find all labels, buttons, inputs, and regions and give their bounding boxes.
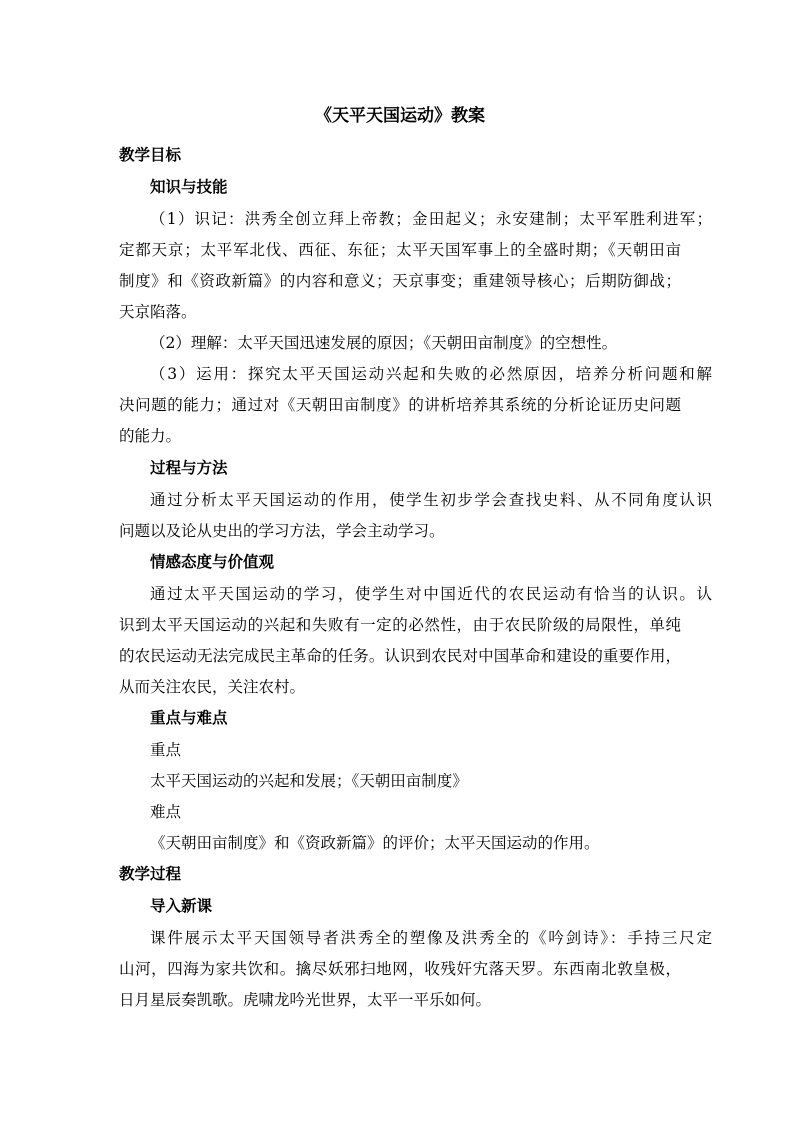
paragraph-line: 问题以及论从史出的学习方法，学会主动学习。 bbox=[119, 522, 445, 540]
paragraph-line: 识到太平天国运动的兴起和失败有一定的必然性，由于农民阶级的局限性，单纯 bbox=[119, 616, 681, 634]
document-title: 《天平天国运动》教案 bbox=[315, 106, 485, 126]
paragraph-line: 通过太平天国运动的学习，使学生对中国近代的农民运动有恰当的认识。认 bbox=[150, 585, 712, 603]
paragraph-line: 从而关注农民，关注农村。 bbox=[119, 678, 306, 696]
paragraph-line: 《天朝田亩制度》和《资政新篇》的评价；太平天国运动的作用。 bbox=[150, 834, 600, 852]
paragraph-line: 太平天国运动的兴起和发展；《天朝田亩制度》 bbox=[150, 772, 468, 790]
paragraph-line: 定都天京；太平军北伐、西征、东征；太平天国军事上的全盛时期；《天朝田亩 bbox=[119, 241, 681, 259]
paragraph-line: 通过分析太平天国运动的作用，使学生初步学会查找史料、从不同角度认识 bbox=[150, 491, 712, 509]
paragraph-line: 山河，四海为家共饮和。擒尽妖邪扫地网，收残奸宄落天罗。东西南北敦皇极， bbox=[119, 960, 681, 978]
paragraph-line: 的农民运动无法完成民主革命的任务。认识到农民对中国革命和建设的重要作用， bbox=[119, 647, 681, 665]
subheading-attitudes-values: 情感态度与价值观 bbox=[150, 552, 275, 571]
paragraph-line: 日月星辰奏凯歌。虎啸龙吟光世界，太平一平乐如何。 bbox=[119, 991, 492, 1009]
paragraph-line: 天京陷落。 bbox=[119, 303, 197, 321]
subheading-knowledge-skills: 知识与技能 bbox=[150, 177, 228, 196]
subheading-introduction: 导入新课 bbox=[150, 896, 213, 915]
subheading-process-methods: 过程与方法 bbox=[150, 458, 228, 477]
paragraph-line: 决问题的能力；通过对《天朝田亩制度》的讲析培养其系统的分析论证历史问题 bbox=[119, 396, 681, 414]
paragraph-line: （3）运用：探究太平天国运动兴起和失败的必然原因，培养分析问题和解 bbox=[150, 365, 712, 383]
paragraph-line: （1）识记：洪秀全创立拜上帝教；金田起义；永安建制；太平军胜利进军； bbox=[150, 210, 712, 228]
paragraph-line: 制度》和《资政新篇》的内容和意义；天京事变；重建领导核心；后期防御战； bbox=[119, 272, 681, 290]
label-difficult-point: 难点 bbox=[150, 803, 182, 821]
label-key-point: 重点 bbox=[150, 741, 182, 759]
paragraph-line: 的能力。 bbox=[119, 427, 182, 445]
subheading-key-difficult-points: 重点与难点 bbox=[150, 708, 228, 727]
paragraph-line: 课件展示太平天国领导者洪秀全的塑像及洪秀全的《吟剑诗》：手持三尺定 bbox=[150, 929, 712, 947]
paragraph-line: （2）理解：太平天国迅速发展的原因；《天朝田亩制度》的空想性。 bbox=[150, 334, 618, 352]
section-heading-teaching-goals: 教学目标 bbox=[119, 145, 182, 164]
section-heading-teaching-process: 教学过程 bbox=[119, 864, 182, 883]
